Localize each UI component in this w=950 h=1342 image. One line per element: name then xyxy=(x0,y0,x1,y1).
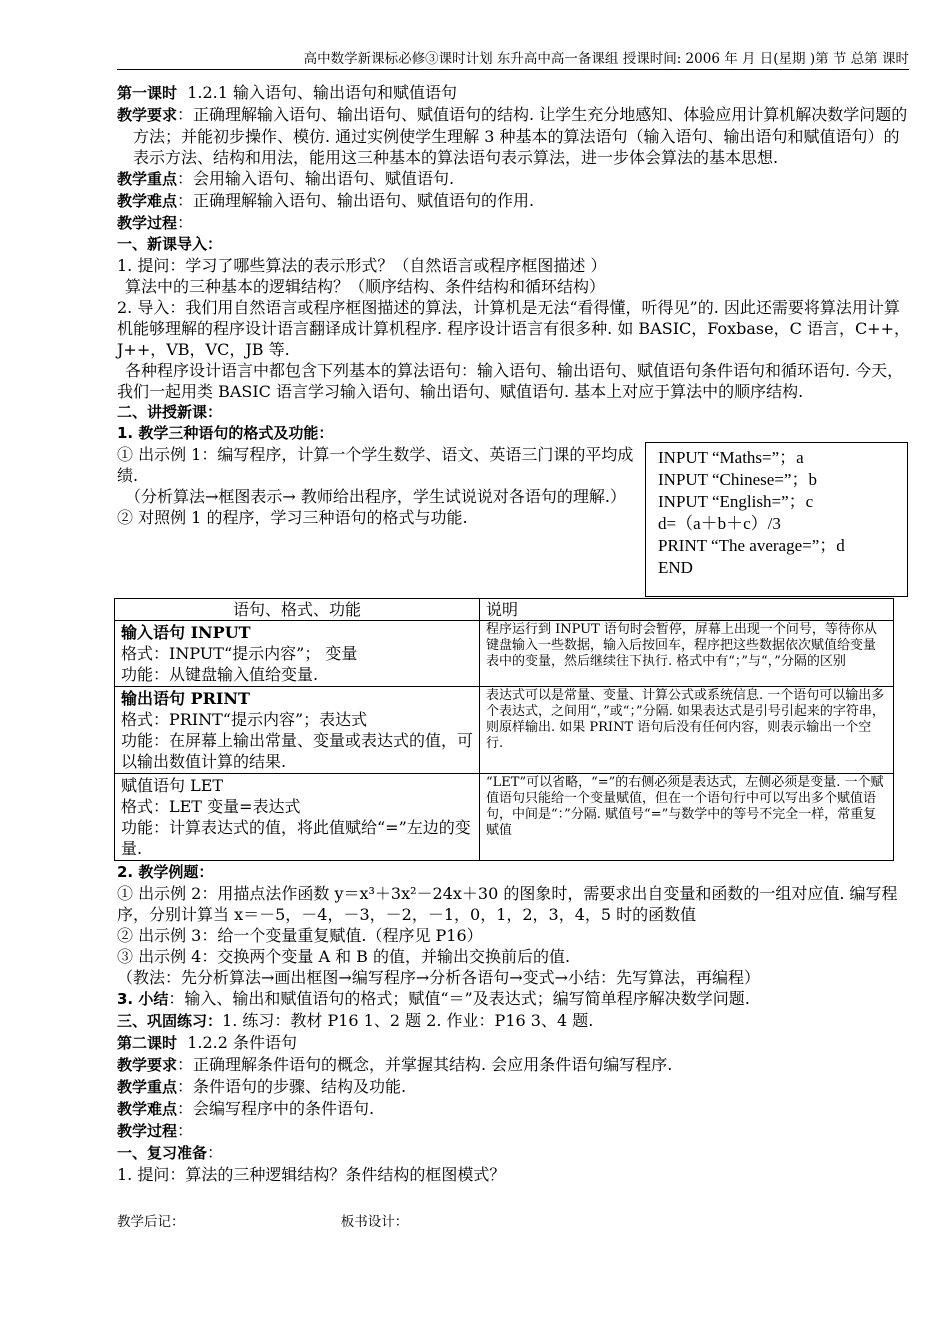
table-cell-note: 表达式可以是常量、变量、计算公式或系统信息. 一个语句可以输出多个表达式，之间用“，”或“；”分隔. 如果表达式是引号引起来的字符串，则原样输出. 如果 PRINT 语句后没有任何内容，则表示输出一个空行. xyxy=(480,687,894,774)
intro-question-1b: 算法中的三种基本的逻辑结构？（顺序结构、条件结构和循环结构） xyxy=(125,277,606,296)
lesson1-requirements: 教学要求：正确理解输入语句、输出语句、赋值语句的结构. 让学生充分地感知、体验应用计算机解决数学问题的方法；并能初步操作、模仿. 通过实例使学生理解 3 种基本的算法语句（输入语句、输出语句和赋值语句）的表示方法、结构和用法，能用这三种基本的算法语句表示算法，进一步体会算法的基本思想. xyxy=(117,105,908,167)
lesson2-question-1: 1. 提问：算法的三种逻辑结构？条件结构的框图模式？ xyxy=(117,1165,506,1184)
teaching-left-column xyxy=(117,423,637,528)
page-footer xyxy=(117,1212,560,1233)
practice: 三、巩固练习：1. 练习：教材 P16 1、2 题 2. 作业：P16 3、4 题. xyxy=(117,1011,594,1030)
intro-question-1: 1. 提问：学习了哪些算法的表示形式？（自然语言或程序框图描述 ） xyxy=(117,256,607,275)
section-teaching: 二、讲授新课： xyxy=(117,403,223,421)
table-row xyxy=(115,687,894,774)
program-line: INPUT “English=”；c xyxy=(658,492,814,511)
section-new-lesson-intro: 一、新课导入： xyxy=(117,235,223,253)
example-1: ① 出示例 1：编写程序，计算一个学生数学、语文、英语三门课的平均成绩. xyxy=(117,445,634,485)
example-2: ① 出示例 2：用描点法作函数 y＝x³＋3x²－24x＋30 的图象时，需要求出自变量和函数的一组对应值. 编写程序，分别计算当 x＝－5，－4，－3，－2，－1，0，1，2，3，4，5 时的函数值 xyxy=(117,884,898,924)
table-header-left: 语句、格式、功能 xyxy=(115,599,480,621)
teaching-subheading-1: 1. 教学三种语句的格式及功能： xyxy=(117,424,334,442)
program-line: d=（a＋b＋c）/3 xyxy=(658,514,781,533)
lesson2-requirements: 教学要求：正确理解条件语句的概念，并掌握其结构. 会应用条件语句编写程序. xyxy=(117,1055,673,1074)
summary: 3. 小结：输入、输出和赋值语句的格式；赋值“＝”及表达式；编写简单程序解决数学问题. xyxy=(117,989,750,1008)
program-line: INPUT “Chinese=”；b xyxy=(658,470,817,489)
table-cell-note: 程序运行到 INPUT 语句时会暂停，屏幕上出现一个问号，等待你从键盘输入一些数据，输入后按回车，程序把这些数据依次赋值给变量表中的变量，然后继续往下执行. 格式中有“；”与“，”分隔的区别 xyxy=(480,621,894,687)
lesson1-title-label: 第一课时 xyxy=(117,84,178,102)
table-cell-statement: 输入语句 INPUT 格式：INPUT“提示内容”； 变量 功能：从键盘输入值给变量. xyxy=(115,621,480,687)
table-row xyxy=(115,621,894,687)
lesson1-title-text: 1.2.1 输入语句、输出语句和赋值语句 xyxy=(187,83,457,102)
table-header-row xyxy=(115,599,894,621)
program-line: PRINT “The average=”；d xyxy=(658,536,845,555)
statements-table xyxy=(114,598,894,861)
example-3: ② 出示例 3：给一个变量重复赋值.（程序见 P16） xyxy=(117,926,483,945)
program-box xyxy=(645,442,908,597)
example-1-compare: ② 对照例 1 的程序，学习三种语句的格式与功能. xyxy=(117,508,468,527)
lesson1-difficulties: 教学难点：正确理解输入语句、输出语句、赋值语句的作用. xyxy=(117,191,535,210)
lesson1-title xyxy=(117,82,912,104)
footer-notes-label: 教学后记： xyxy=(117,1214,185,1230)
lesson1-process-heading: 教学过程： xyxy=(117,213,194,232)
table-cell-statement: 赋值语句 LET 格式：LET 变量=表达式 功能：计算表达式的值，将此值赋给“=”左边的变量. xyxy=(115,774,480,861)
page-header: 高中数学新课标必修③课时计划 东升高中高一备课组 授课时间: 2006 年 月 日(星期 )第 节 总第 课时 xyxy=(117,50,909,70)
intro-question-2: 2. 导入：我们用自然语言或程序框图描述的算法，计算机是无法“看得懂，听得见”的. 因此还需要将算法用计算机能够理解的程序设计语言翻译成计算机程序. 程序设计语言有很多种. 如 BASIC，Foxbase，C 语言，C++，J++，VB，VC，JB 等. xyxy=(117,298,910,359)
footer-board-label: 板书设计： xyxy=(340,1214,409,1230)
lesson2-process-heading: 教学过程： xyxy=(117,1121,194,1140)
lesson2-difficulties: 教学难点：会编写程序中的条件语句. xyxy=(117,1099,375,1118)
example-4: ③ 出示例 4：交换两个变量 A 和 B 的值，并输出交换前后的值. xyxy=(117,947,571,966)
program-line: INPUT “Maths=”；a xyxy=(658,448,804,467)
lesson2-review-heading: 一、复习准备： xyxy=(117,1143,224,1162)
table-cell-statement: 输出语句 PRINT 格式：PRINT“提示内容”；表达式 功能：在屏幕上输出常量、变量或表达式的值，可以输出数值计算的结果. xyxy=(115,687,480,774)
teaching-subheading-2: 2. 教学例题： xyxy=(117,863,214,881)
program-line: END xyxy=(658,558,693,577)
lesson2-key-points: 教学重点：条件语句的步骤、结构及功能. xyxy=(117,1077,407,1096)
table-row xyxy=(115,774,894,861)
table-cell-note: “LET”可以省略，“=”的右侧必须是表达式，左侧必须是变量. 一个赋值语句只能给一个变量赋值，但在一个语句行中可以写出多个赋值语句，中间是“：”分隔. 赋值号“=”与数学中的等号不完全一样，常重复赋值 xyxy=(480,774,894,861)
lesson1-key-points: 教学重点：会用输入语句、输出语句、赋值语句. xyxy=(117,169,455,188)
example-1-analysis: （分析算法→框图表示→ 教师给出程序，学生试说说对各语句的理解.） xyxy=(125,487,626,506)
table-header-right: 说明 xyxy=(480,599,894,621)
lesson-continuation xyxy=(117,862,912,1185)
teaching-method: （教法：先分析算法→画出框图→编写程序→分析各语句→变式→小结：先写算法，再编程） xyxy=(117,968,761,987)
intro-question-3: 各种程序设计语言中都包含下列基本的算法语句：输入语句、输出语句、赋值语句条件语句和循环语句. 今天，我们一起用类 BASIC 语言学习输入语句、输出语句、赋值语句. 基本上对应于算法中的顺序结构. xyxy=(117,361,904,401)
lesson2-title: 第二课时 1.2.2 条件语句 xyxy=(117,1033,297,1052)
